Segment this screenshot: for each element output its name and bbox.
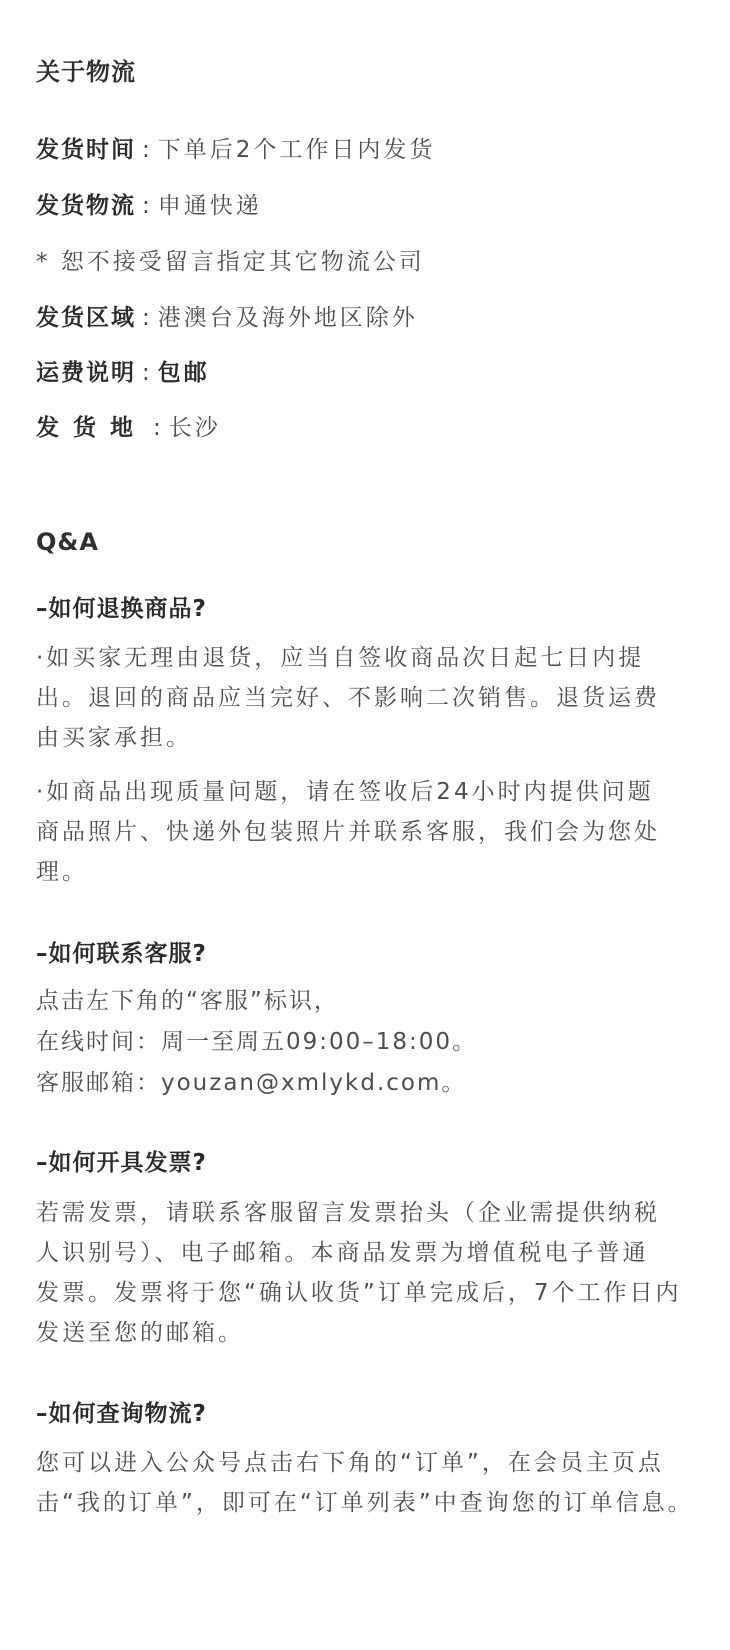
- shipping-fee-value: 包邮: [157, 360, 210, 386]
- shipping-fee-separator: :: [142, 360, 150, 386]
- invoice-line-3: 发票。发票将于您“确认收货”订单完成后，7个工作日内: [36, 1280, 682, 1306]
- returns-paragraph-1-line-3: 由买家承担。: [36, 725, 192, 751]
- returns-paragraph-2: [36, 772, 668, 892]
- shipping-fee-row: [36, 357, 210, 389]
- tracking-paragraph: [36, 1443, 694, 1523]
- returns-paragraph-2-line-3: 理。: [36, 859, 88, 885]
- contact-email-line: 客服邮箱：youzan@xmlykd.com。: [36, 1070, 467, 1096]
- question-contact: –如何联系客服?: [36, 941, 207, 967]
- ship-from-label: 发货地: [36, 415, 147, 441]
- shipping-time-row: [36, 134, 435, 166]
- returns-paragraph-1-line-2: 出。退回的商品应当完好、不影响二次销售。退货运费: [36, 685, 660, 711]
- tracking-line-1: 您可以进入公众号点击右下角的“订单”，在会员主页点: [36, 1450, 664, 1476]
- shipping-region-row: [36, 302, 418, 334]
- invoice-line-4: 发送至您的邮箱。: [36, 1320, 244, 1346]
- returns-paragraph-2-line-2: 商品照片、快递外包装照片并联系客服，我们会为您处: [36, 819, 660, 845]
- shipping-region-label: 发货区域: [36, 305, 136, 331]
- ship-from-value: 长沙: [168, 415, 221, 441]
- ship-from-row: [36, 412, 221, 444]
- shipping-time-label: 发货时间: [36, 137, 136, 163]
- shipping-carrier-label: 发货物流: [36, 193, 136, 219]
- returns-paragraph-1: [36, 638, 668, 758]
- invoice-line-1: 若需发票，请联系客服留言发票抬头（企业需提供纳税: [36, 1200, 660, 1226]
- invoice-paragraph: [36, 1193, 682, 1353]
- shipping-region-separator: :: [142, 305, 150, 331]
- question-returns: –如何退换商品?: [36, 596, 207, 622]
- tracking-line-2: 击“我的订单”，即可在“订单列表”中查询您的订单信息。: [36, 1490, 694, 1516]
- returns-paragraph-2-line-1: ·如商品出现质量问题，请在签收后24小时内提供问题: [36, 779, 654, 805]
- contact-line-1: 点击左下角的“客服”标识，: [36, 988, 339, 1014]
- shipping-time-separator: :: [142, 137, 150, 163]
- ship-from-separator: :: [153, 415, 161, 441]
- question-tracking: –如何查询物流?: [36, 1401, 207, 1427]
- section-title-qa: Q&A: [36, 528, 99, 556]
- section-title-logistics: 关于物流: [36, 58, 136, 86]
- shipping-region-value: 港澳台及海外地区除外: [157, 305, 418, 331]
- contact-line-2: 在线时间：周一至周五09:00–18:00。: [36, 1029, 478, 1055]
- question-invoice: –如何开具发票?: [36, 1150, 207, 1176]
- shipping-carrier-separator: :: [142, 193, 150, 219]
- shipping-carrier-row: [36, 190, 262, 222]
- shipping-fee-label: 运费说明: [36, 360, 136, 386]
- shipping-carrier-value: 申通快递: [157, 193, 262, 219]
- returns-paragraph-1-line-1: ·如买家无理由退货，应当自签收商品次日起七日内提: [36, 645, 645, 671]
- carrier-note: * 恕不接受留言指定其它物流公司: [36, 249, 425, 275]
- invoice-line-2: 人识别号）、电子邮箱。本商品发票为增值税电子普通: [36, 1240, 649, 1266]
- shipping-time-value: 下单后2个工作日内发货: [157, 137, 436, 163]
